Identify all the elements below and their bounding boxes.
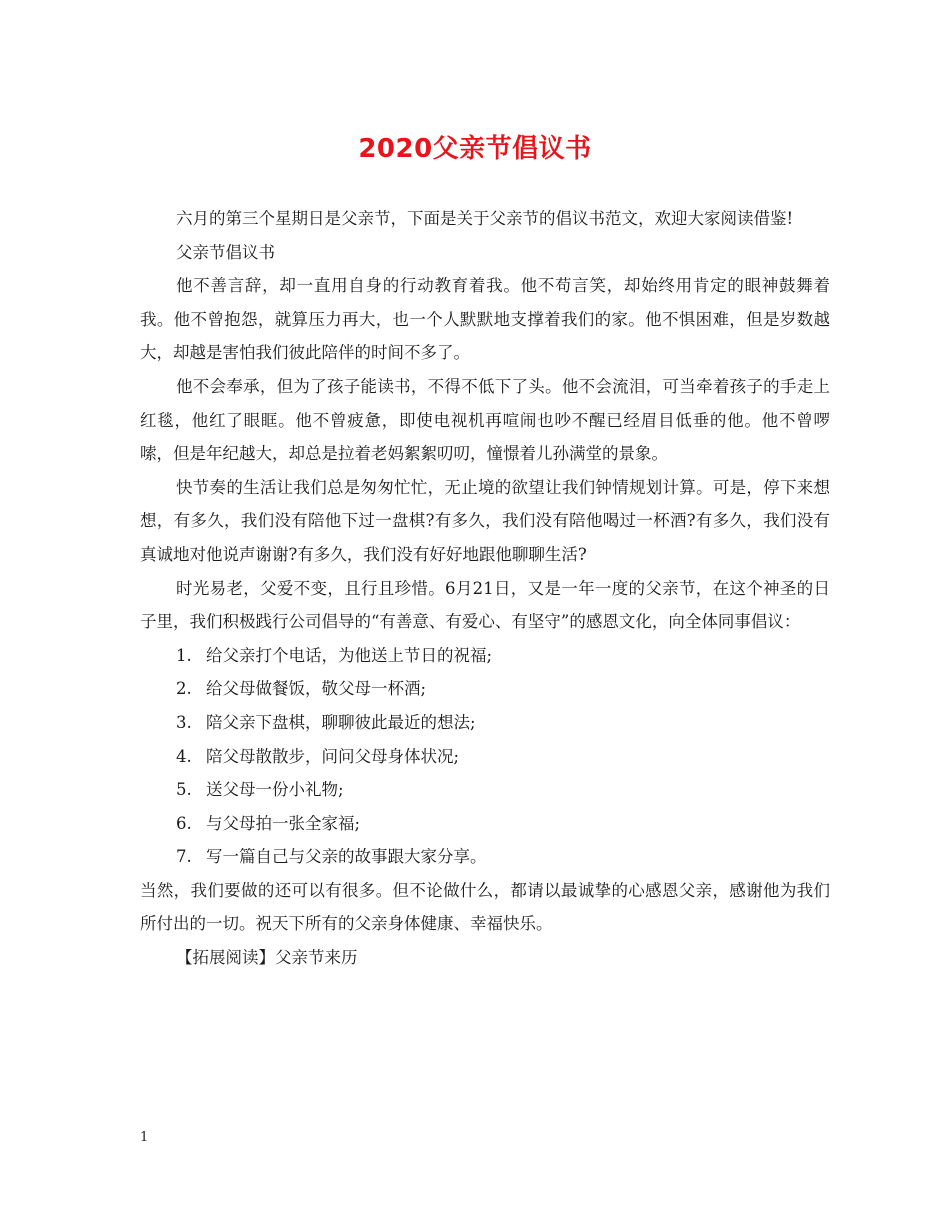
list-item-number: 3. xyxy=(176,712,192,732)
intro-paragraph: 六月的第三个星期日是父亲节，下面是关于父亲节的倡议书范文，欢迎大家阅读借鉴! xyxy=(176,209,794,228)
list-item-text: 陪父亲下盘棋，聊聊彼此最近的想法; xyxy=(206,712,476,732)
section-heading: 父亲节倡议书 xyxy=(176,242,275,262)
list-item xyxy=(140,672,830,706)
paragraph: 他不善言辞，却一直用自身的行动教育着我。他不苟言笑，却始终用肯定的眼神鼓舞着我。他不曾抱怨，就算压力再大，也一个人默默地支撑着我们的家。他不惧困难，但是岁数越大，却越是害怕我们彼此陪伴的时间不多了。 xyxy=(140,276,830,363)
list-item-text: 陪父母散散步，问问父母身体状况; xyxy=(206,746,460,766)
list-item-text: 给父亲打个电话，为他送上节日的祝福; xyxy=(206,645,493,665)
list-item xyxy=(140,840,830,874)
list-item-text: 送父母一份小礼物; xyxy=(206,780,344,800)
list-item-number: 7. xyxy=(176,847,192,867)
list-item-number: 4. xyxy=(176,746,192,766)
list-item xyxy=(140,773,830,807)
paragraph: 快节奏的生活让我们总是匆匆忙忙，无止境的欲望让我们钟情规划计算。可是，停下来想想，有多久，我们没有陪他下过一盘棋?有多久，我们没有陪他喝过一杯酒?有多久，我们没有真诚地对他说声谢谢?有多久，我们没有好好地跟他聊聊生活? xyxy=(140,477,830,564)
list-item-number: 1. xyxy=(176,645,192,665)
list-item xyxy=(140,639,830,673)
paragraph: 时光易老，父爱不变，且行且珍惜。6月21日，又是一年一度的父亲节，在这个神圣的日子里，我们积极践行公司倡导的“有善意、有爱心、有坚守”的感恩文化，向全体同事倡议： xyxy=(140,578,830,632)
proposal-list xyxy=(140,639,830,874)
list-item xyxy=(140,740,830,774)
closing-paragraph: 当然，我们要做的还可以有很多。但不论做什么，都请以最诚挚的心感恩父亲，感谢他为我们所付出的一切。祝天下所有的父亲身体健康、幸福快乐。 xyxy=(140,880,830,934)
page-title: 2020父亲节倡议书 xyxy=(358,134,592,164)
list-item xyxy=(140,807,830,841)
list-item-text: 与父母拍一张全家福; xyxy=(206,813,361,833)
list-item-number: 2. xyxy=(176,679,192,699)
paragraph: 他不会奉承，但为了孩子能读书，不得不低下了头。他不会流泪，可当牵着孩子的手走上红毯，他红了眼眶。他不曾疲惫，即使电视机再喧闹也吵不醒已经眉目低垂的他。他不曾啰嗦，但是年纪越大，却总是拉着老妈絮絮叨叨，憧憬着儿孙满堂的景象。 xyxy=(140,376,830,464)
extended-reading-heading: 【拓展阅读】父亲节来历 xyxy=(176,948,358,968)
list-item-number: 5. xyxy=(176,780,192,800)
list-item-text: 给父母做餐饭，敬父母一杯酒; xyxy=(206,679,427,699)
list-item-text: 写一篇自己与父亲的故事跟大家分享。 xyxy=(206,847,487,867)
document-body xyxy=(140,202,830,975)
list-item xyxy=(140,706,830,740)
list-item-number: 6. xyxy=(176,813,192,833)
page-number: 1 xyxy=(140,1130,149,1145)
